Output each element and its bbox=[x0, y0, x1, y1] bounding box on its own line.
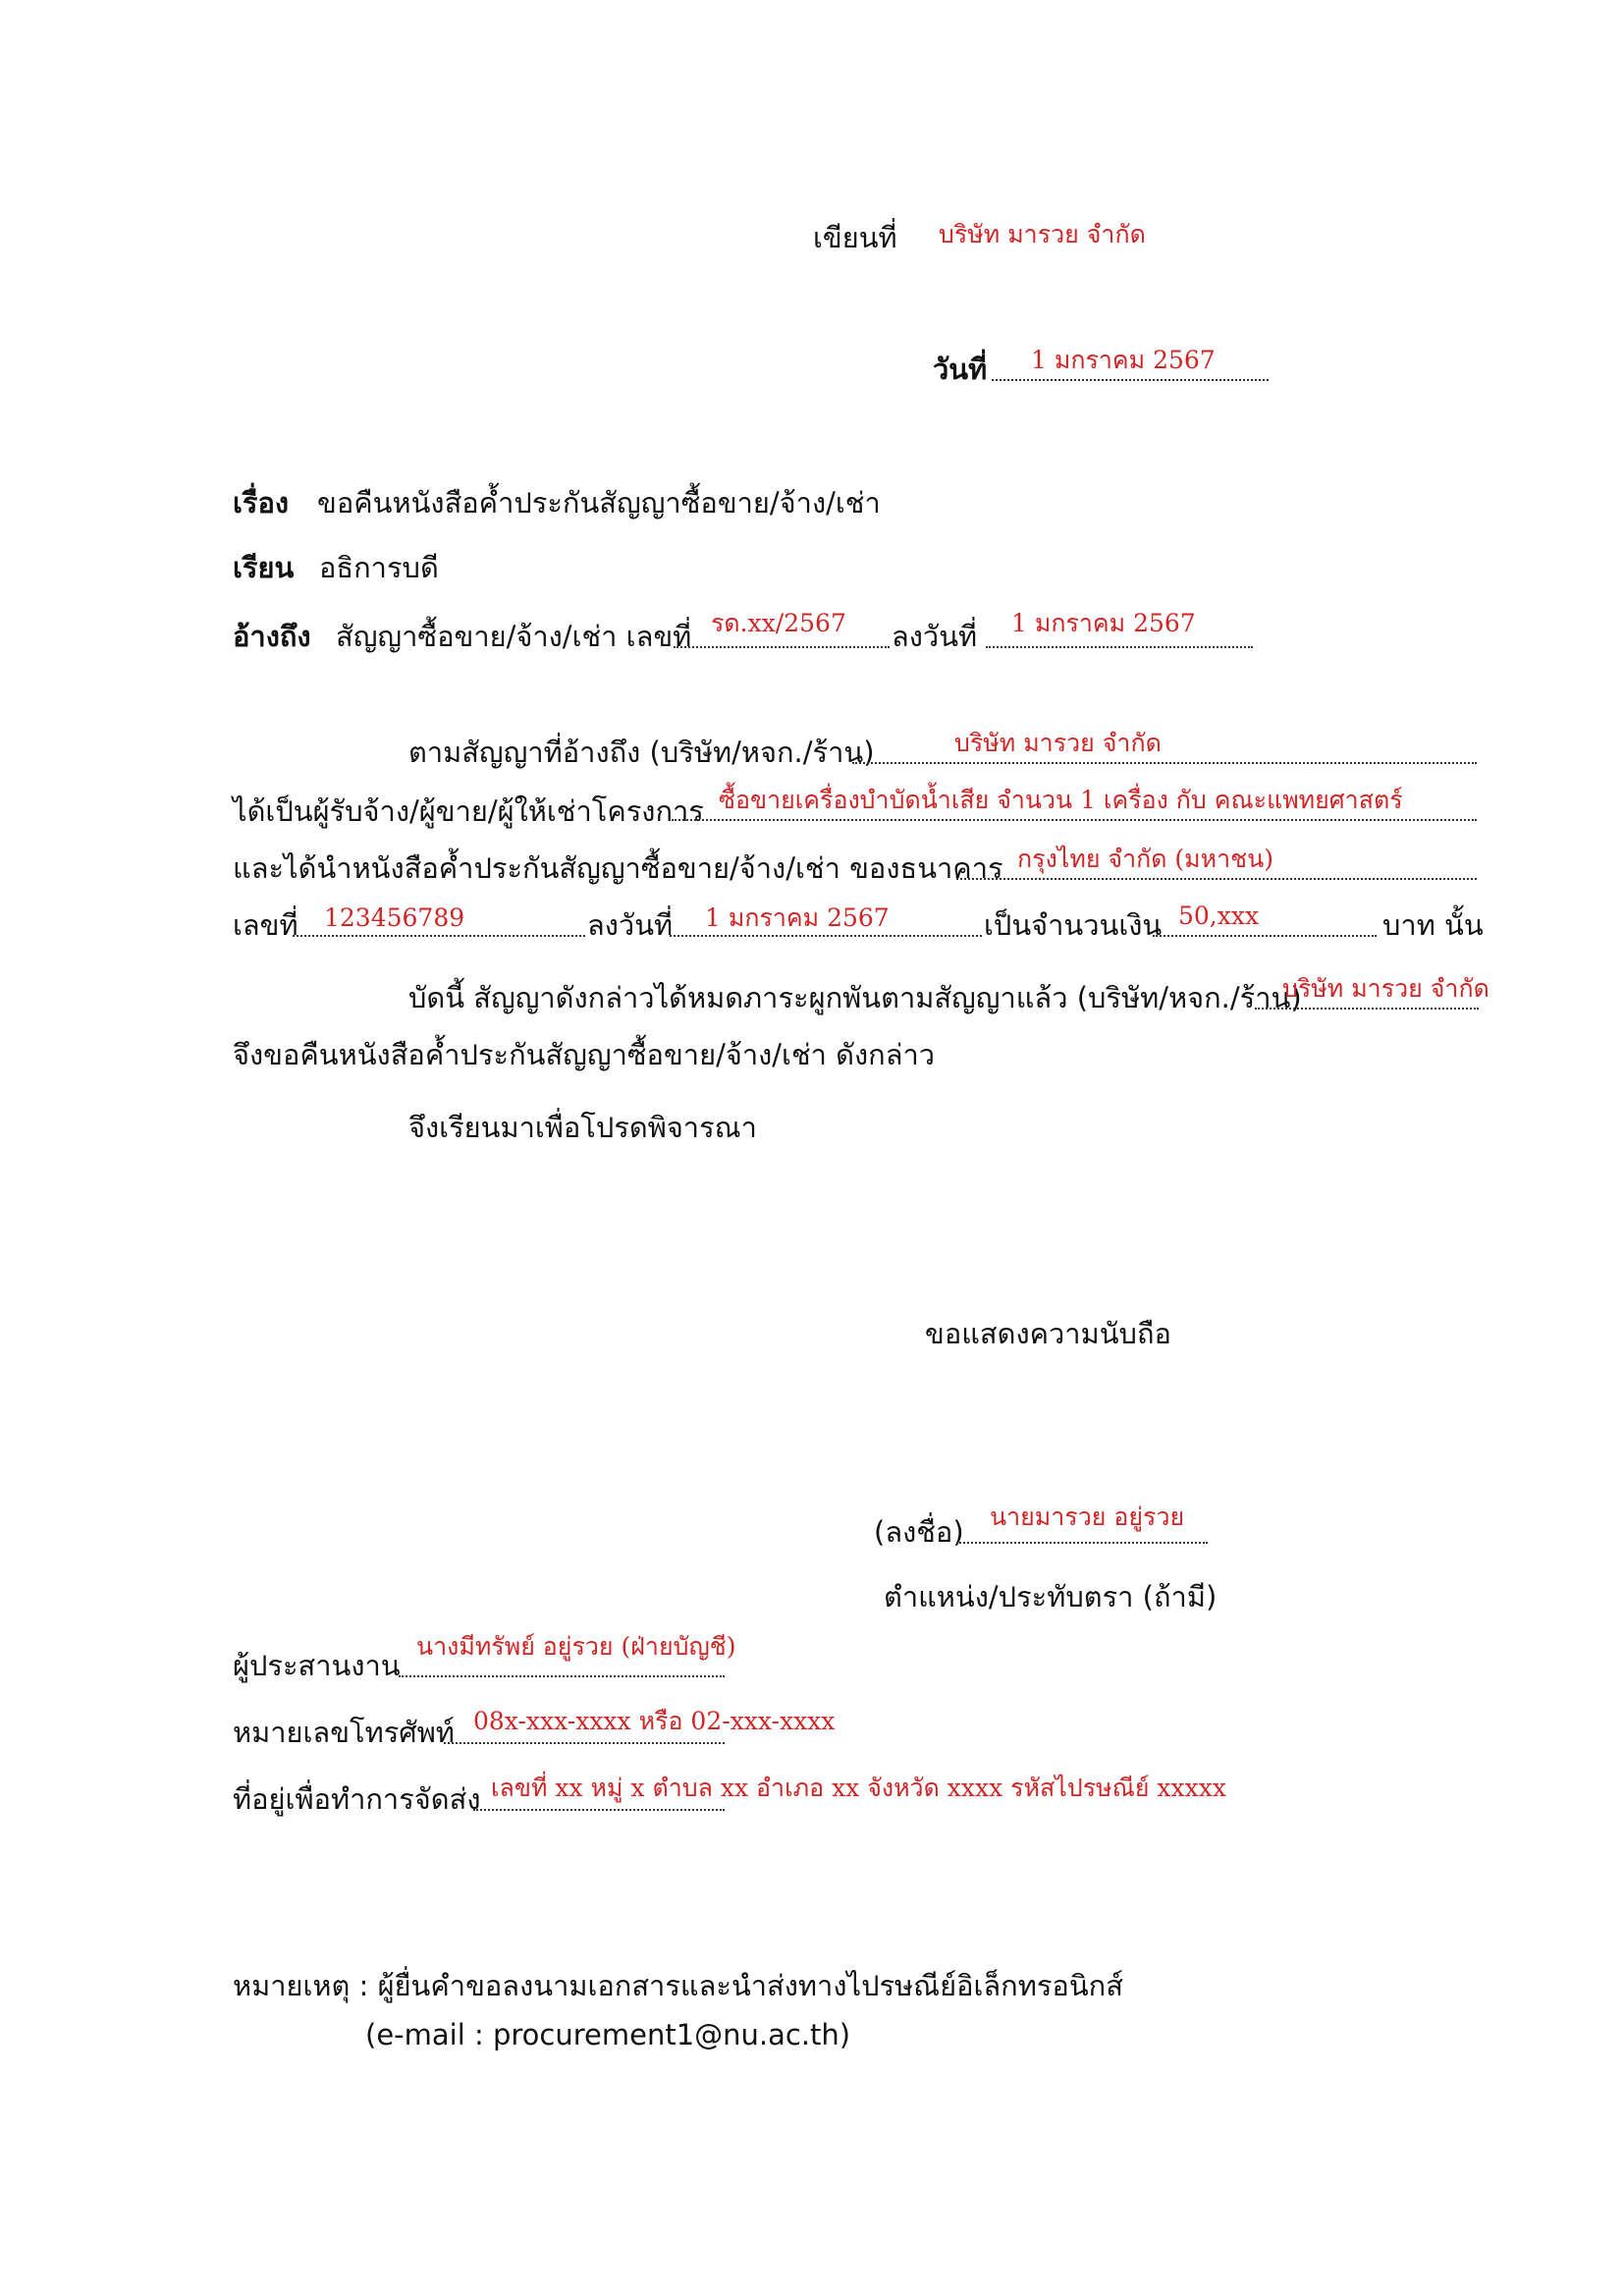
address-dotted-line bbox=[473, 1809, 725, 1811]
note-line2: (e-mail : procurement1@nu.ac.th) bbox=[365, 2018, 851, 2051]
reference-date-dotted-line bbox=[986, 646, 1253, 648]
address-label: ที่อยู่เพื่อทำการจัดส่ง bbox=[233, 1782, 481, 1816]
coordinator-dotted-line bbox=[399, 1675, 725, 1677]
reference-date-value[interactable]: 1 มกราคม 2567 bbox=[1011, 609, 1196, 637]
guarantee-no-label: เลขที่ bbox=[233, 908, 298, 942]
company-value[interactable]: บริษัท มารวย จำกัด bbox=[954, 729, 1162, 757]
bank-line-label: และได้นำหนังสือค้ำประกันสัญญาซื้อขาย/จ้าง/เช่า ของธนาคาร bbox=[233, 851, 1003, 885]
coordinator-label: ผู้ประสานงาน bbox=[233, 1649, 401, 1682]
amount-label: เป็นจำนวนเงิน bbox=[984, 908, 1163, 942]
signer-value[interactable]: นายมารวย อยู่รวย bbox=[990, 1503, 1185, 1531]
company-dotted-line bbox=[852, 762, 1477, 764]
sign-label: (ลงชื่อ) bbox=[874, 1515, 964, 1549]
amount-dotted-line bbox=[1153, 935, 1377, 937]
subject-label: เรื่อง bbox=[233, 486, 290, 519]
note-line1: หมายเหตุ : ผู้ยื่นคำขอลงนามเอกสารและนำส่งทางไปรษณีย์อิเล็กทรอนิกส์ bbox=[233, 1969, 1123, 2002]
contract-no-value[interactable]: รด.xx/2567 bbox=[711, 609, 846, 637]
para2-label: บัดนี้ สัญญาดังกล่าวได้หมดภาระผูกพันตามสัญญาแล้ว (บริษัท/หจก./ร้าน) bbox=[408, 981, 1302, 1014]
reference-label: อ้างถึง bbox=[233, 620, 311, 653]
project-line-label: ได้เป็นผู้รับจ้าง/ผู้ขาย/ผู้ให้เช่าโครงการ bbox=[233, 794, 704, 828]
reference-dated-label: ลงวันที่ bbox=[892, 620, 978, 653]
written-at-value[interactable]: บริษัท มารวย จำกัด bbox=[939, 220, 1146, 248]
project-value[interactable]: ซื้อขายเครื่องบำบัดน้ำเสีย จำนวน 1 เครื่อง กับ คณะแพทยศาสตร์ bbox=[719, 786, 1403, 814]
reference-text: สัญญาซื้อขาย/จ้าง/เช่า เลขที่ bbox=[336, 620, 692, 653]
para2-company-value[interactable]: บริษัท มารวย จำกัด bbox=[1282, 974, 1489, 1003]
phone-label: หมายเลขโทรศัพท์ bbox=[233, 1716, 455, 1749]
baht-label: บาท นั้น bbox=[1382, 908, 1484, 942]
para2-line2: จึงขอคืนหนังสือค้ำประกันสัญญาซื้อขาย/จ้าง/เช่า ดังกล่าว bbox=[233, 1038, 936, 1071]
subject-text: ขอคืนหนังสือค้ำประกันสัญญาซื้อขาย/จ้าง/เช่า bbox=[317, 486, 881, 519]
guarantee-date-value[interactable]: 1 มกราคม 2567 bbox=[705, 903, 890, 932]
coordinator-value[interactable]: นางมีทรัพย์ อยู่รวย (ฝ่ายบัญชี) bbox=[416, 1632, 736, 1661]
guarantee-no-value[interactable]: 123456789 bbox=[324, 903, 465, 932]
guarantee-no-dotted-line bbox=[293, 935, 585, 937]
to-label: เรียน bbox=[233, 551, 295, 584]
written-at-label: เขียนที่ bbox=[813, 221, 897, 254]
position-label: ตำแหน่ง/ประทับตรา (ถ้ามี) bbox=[884, 1580, 1218, 1613]
to-text: อธิการบดี bbox=[319, 551, 439, 584]
contract-no-dotted-line bbox=[674, 646, 890, 648]
project-dotted-line bbox=[672, 819, 1477, 821]
bank-dotted-line bbox=[956, 878, 1477, 880]
guarantee-dated-label: ลงวันที่ bbox=[587, 908, 674, 942]
signature-dotted-line bbox=[956, 1542, 1208, 1544]
para2-company-dotted-line bbox=[1255, 1008, 1479, 1010]
date-value[interactable]: 1 มกราคม 2567 bbox=[1031, 346, 1216, 374]
phone-dotted-line bbox=[444, 1742, 725, 1744]
address-value[interactable]: เลขที่ xx หมู่ x ตำบล xx อำเภอ xx จังหวัด xxxx รหัสไปรษณีย์ xxxxx bbox=[491, 1774, 1226, 1802]
closing-text: จึงเรียนมาเพื่อโปรดพิจารณา bbox=[408, 1111, 757, 1144]
date-label: วันที่ bbox=[933, 353, 988, 386]
phone-value[interactable]: 08x-xxx-xxxx หรือ 02-xxx-xxxx bbox=[473, 1707, 836, 1735]
date-dotted-line bbox=[992, 379, 1269, 381]
company-line-label: ตามสัญญาที่อ้างถึง (บริษัท/หจก./ร้าน) bbox=[408, 736, 875, 769]
bank-value[interactable]: กรุงไทย จำกัด (มหาชน) bbox=[1017, 845, 1273, 873]
amount-value[interactable]: 50,xxx bbox=[1178, 902, 1260, 930]
regards-text: ขอแสดงความนับถือ bbox=[925, 1317, 1171, 1350]
guarantee-date-dotted-line bbox=[670, 935, 982, 937]
